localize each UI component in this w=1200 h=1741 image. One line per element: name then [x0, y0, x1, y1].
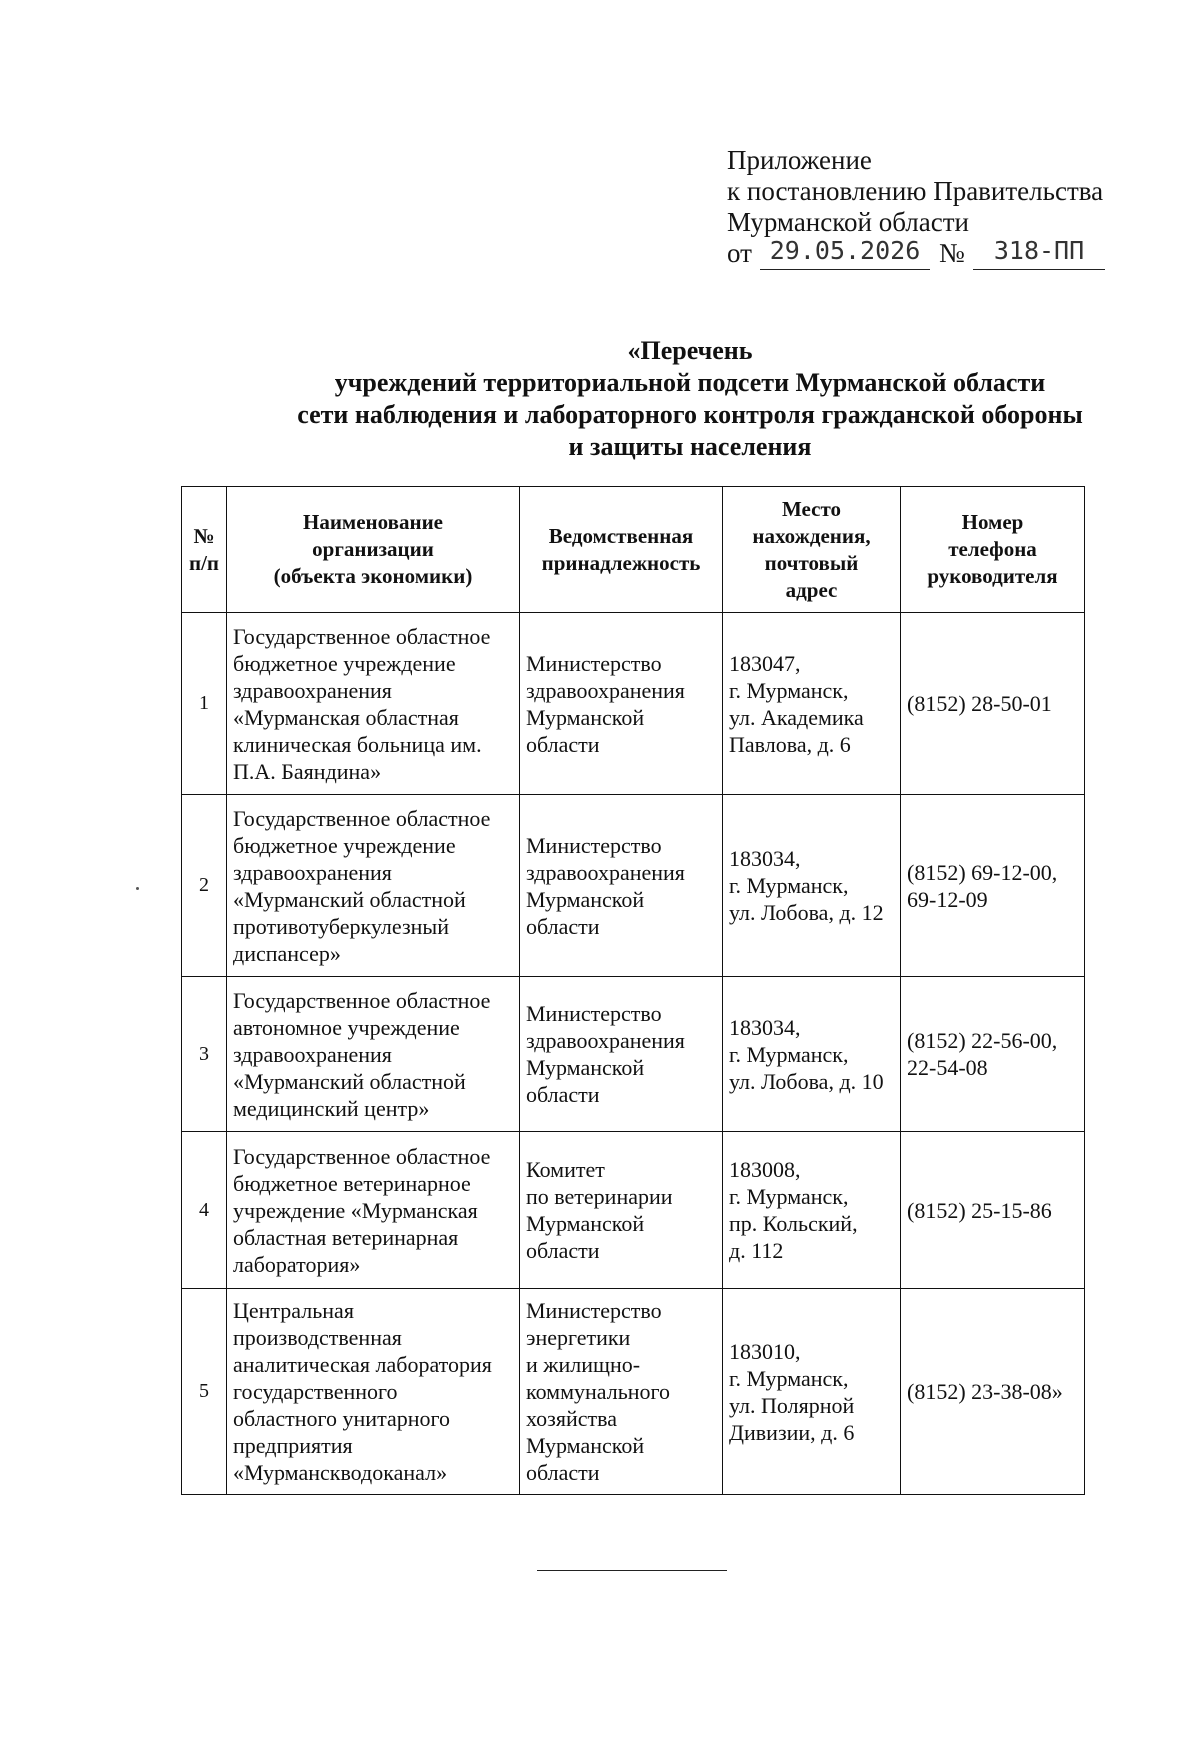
cell-line: Павлова, д. 6 — [729, 731, 851, 757]
header-dept — [520, 487, 723, 613]
appendix-label: Приложение — [727, 145, 872, 175]
header-address — [723, 487, 901, 613]
cell-line: здравоохранения — [233, 859, 392, 885]
cell-line: области — [526, 1460, 600, 1485]
cell-line: «Мурманскводоканал» — [233, 1460, 448, 1485]
cell-line: г. Мурманск, — [729, 677, 849, 703]
cell-line: пр. Кольский, — [729, 1211, 858, 1236]
row-number: 2 — [182, 795, 227, 977]
cell-line: г. Мурманск, — [729, 1365, 849, 1391]
number-label: № — [939, 238, 965, 268]
cell-line: бюджетное учреждение — [233, 832, 456, 858]
cell-line: области — [526, 731, 600, 757]
cell-line: «Мурманский областной — [233, 1068, 466, 1094]
address — [723, 1289, 901, 1495]
header-name — [227, 487, 520, 613]
cell-line: п/п — [188, 550, 220, 575]
cell-line: областная ветеринарная — [233, 1224, 459, 1250]
cell-line: учреждение «Мурманская — [233, 1197, 478, 1223]
cell-line: коммунального — [526, 1379, 670, 1404]
cell-line: здравоохранения — [526, 859, 685, 885]
cell-line: Ведомственная — [548, 523, 694, 548]
cell-line: Мурманской — [526, 886, 645, 912]
phone — [901, 1132, 1085, 1289]
row-number: 4 — [182, 1132, 227, 1289]
department — [520, 1132, 723, 1289]
cell-line: телефона — [948, 537, 1037, 561]
cell-line: областного унитарного — [233, 1406, 450, 1431]
cell-line: Государственное областное — [233, 1143, 491, 1169]
resolution-date: 29.05.2026 — [760, 238, 930, 270]
cell-line: д. 112 — [729, 1238, 784, 1263]
cell-line: Министерство — [526, 1298, 662, 1323]
cell-line: (объекта экономики) — [273, 564, 473, 588]
appendix-resolution: к постановлению Правительства — [727, 176, 1104, 206]
title-line-1: «Перечень — [627, 336, 753, 365]
table-row — [182, 613, 1085, 795]
cell-line: Мурманской — [526, 1433, 645, 1458]
cell-line: лаборатория» — [233, 1251, 361, 1277]
appendix-block — [727, 145, 1103, 272]
organization-name — [227, 1132, 520, 1289]
cell-line: бюджетное учреждение — [233, 650, 456, 676]
cell-line: хозяйства — [526, 1406, 617, 1431]
phone — [901, 1289, 1085, 1495]
table-row — [182, 1132, 1085, 1289]
cell-line: «Мурманская областная — [233, 704, 459, 730]
cell-line: медицинский центр» — [233, 1095, 430, 1121]
cell-line: автономное учреждение — [233, 1014, 460, 1040]
row-number: 5 — [182, 1289, 227, 1495]
cell-line: по ветеринарии — [526, 1184, 673, 1209]
cell-line: «Мурманский областной — [233, 886, 466, 912]
cell-line: здравоохранения — [233, 1041, 392, 1067]
department — [520, 795, 723, 977]
table-row — [182, 977, 1085, 1132]
cell-line: аналитическая лаборатория — [233, 1352, 492, 1377]
cell-line: здравоохранения — [526, 677, 685, 703]
cell-line: Место — [782, 496, 841, 521]
phone — [901, 613, 1085, 795]
cell-line: организации — [312, 537, 434, 561]
organization-name — [227, 613, 520, 795]
organization-name — [227, 1289, 520, 1495]
cell-line: (8152) 28-50-01 — [907, 691, 1052, 716]
cell-line: адрес — [785, 577, 838, 602]
institutions-table — [181, 486, 1085, 1495]
cell-line: 183047, — [729, 650, 801, 676]
header-num — [182, 487, 227, 613]
cell-line: г. Мурманск, — [729, 1041, 849, 1067]
cell-line: ул. Лобова, д. 12 — [729, 900, 884, 925]
resolution-number: 318-ПП — [973, 238, 1105, 270]
title-line-3: сети наблюдения и лабораторного контроля гражданской обороны — [297, 400, 1083, 429]
cell-line: руководителя — [927, 564, 1058, 588]
cell-line: ул. Академика — [729, 704, 864, 730]
cell-line: 183008, — [729, 1157, 801, 1182]
cell-line: (8152) 25-15-86 — [907, 1197, 1052, 1223]
cell-line: Министерство — [526, 1001, 662, 1026]
table-row — [182, 1289, 1085, 1495]
appendix-region: Мурманской области — [727, 207, 969, 237]
organization-name — [227, 795, 520, 977]
appendix-date-number-line — [727, 238, 1103, 272]
cell-line: противотуберкулезный — [233, 913, 449, 939]
cell-line: Дивизии, д. 6 — [729, 1419, 855, 1445]
cell-line: принадлежность — [541, 550, 701, 575]
address — [723, 613, 901, 795]
cell-line: клиническая больница им. — [233, 731, 482, 757]
cell-line: Комитет — [526, 1157, 605, 1182]
cell-line: Государственное областное — [233, 805, 491, 831]
cell-line: Мурманской — [526, 1055, 645, 1080]
phone — [901, 977, 1085, 1132]
header-phone — [901, 487, 1085, 613]
title-line-2: учреждений территориальной подсети Мурманской области — [334, 368, 1046, 397]
address — [723, 977, 901, 1132]
organization-name — [227, 977, 520, 1132]
cell-line: (8152) 23-38-08» — [907, 1379, 1063, 1404]
cell-line: Государственное областное — [233, 623, 491, 649]
department — [520, 1289, 723, 1495]
cell-line: П.А. Баяндина» — [233, 758, 382, 784]
cell-line: г. Мурманск, — [729, 873, 849, 898]
cell-line: бюджетное ветеринарное — [233, 1170, 471, 1196]
cell-line: 183034, — [729, 846, 801, 871]
from-label: от — [727, 238, 752, 268]
cell-line: производственная — [233, 1325, 402, 1350]
cell-line: Номер — [961, 510, 1024, 534]
title-line-4: и защиты населения — [568, 432, 812, 461]
table-row — [182, 795, 1085, 977]
cell-line: г. Мурманск, — [729, 1184, 849, 1209]
cell-line: 183010, — [729, 1338, 801, 1364]
cell-line: (8152) 22-56-00, — [907, 1028, 1058, 1053]
cell-line: ул. Полярной — [729, 1392, 855, 1418]
department — [520, 977, 723, 1132]
cell-line: и жилищно- — [526, 1352, 641, 1377]
row-number: 3 — [182, 977, 227, 1132]
address — [723, 1132, 901, 1289]
cell-line: 22-54-08 — [907, 1055, 988, 1080]
cell-line: Мурманской — [526, 1211, 645, 1236]
cell-line: Центральная — [233, 1298, 354, 1323]
cell-line: области — [526, 913, 600, 939]
phone — [901, 795, 1085, 977]
cell-line: здравоохранения — [526, 1028, 685, 1053]
header-row — [182, 487, 1085, 613]
cell-line: нахождения, — [752, 523, 871, 548]
cell-line: области — [526, 1082, 600, 1107]
cell-line: Мурманской — [526, 704, 645, 730]
address — [723, 795, 901, 977]
cell-line: ул. Лобова, д. 10 — [729, 1068, 884, 1094]
cell-line: почтовый — [764, 550, 859, 575]
scan-speck — [136, 887, 139, 890]
cell-line: энергетики — [526, 1325, 631, 1350]
cell-line: Наименование — [303, 510, 443, 534]
cell-line: Министерство — [526, 832, 662, 858]
cell-line: области — [526, 1238, 600, 1263]
row-number: 1 — [182, 613, 227, 795]
cell-line: 69-12-09 — [907, 886, 988, 912]
cell-line: диспансер» — [233, 940, 341, 966]
cell-line: 183034, — [729, 1014, 801, 1040]
cell-line: государственного — [233, 1379, 398, 1404]
cell-line: здравоохранения — [233, 677, 392, 703]
cell-line: (8152) 69-12-00, — [907, 859, 1058, 885]
end-of-document-line — [537, 1570, 727, 1571]
cell-line: Министерство — [526, 650, 662, 676]
document-title — [0, 335, 1200, 463]
cell-line: Государственное областное — [233, 987, 491, 1013]
department — [520, 613, 723, 795]
cell-line: № — [193, 523, 215, 548]
cell-line: предприятия — [233, 1433, 353, 1458]
